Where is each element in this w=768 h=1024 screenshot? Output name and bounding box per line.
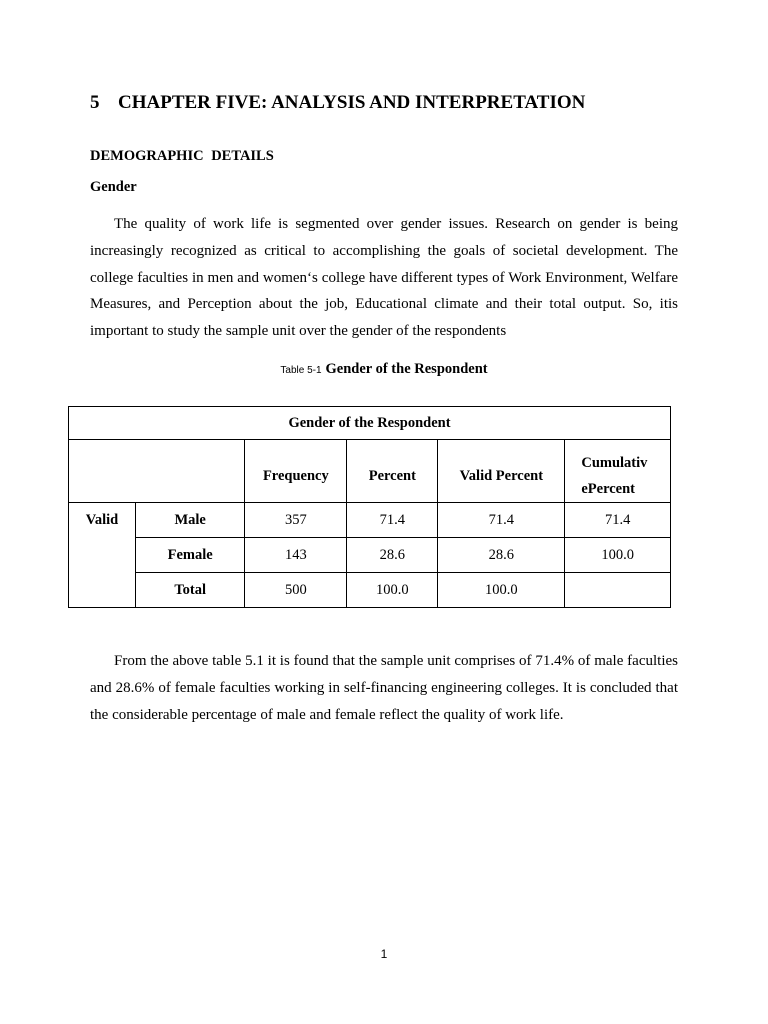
cell-percent: 28.6: [347, 538, 438, 573]
header-valid-percent: Valid Percent: [438, 440, 565, 503]
cell-cumulative-percent: 71.4: [565, 503, 671, 538]
table-row: [69, 573, 671, 608]
table-caption: [0, 360, 768, 378]
row-label-female: Female: [136, 538, 245, 573]
gender-subheading: Gender: [90, 179, 137, 195]
cell-frequency: 143: [245, 538, 347, 573]
valid-group-spacer: [69, 573, 136, 608]
page-number: 1: [380, 947, 388, 961]
cell-frequency: 357: [245, 503, 347, 538]
valid-group-label: Valid: [69, 503, 136, 538]
valid-group-spacer: [69, 538, 136, 573]
table-title-row: [69, 407, 671, 440]
cell-valid-percent: 71.4: [438, 503, 565, 538]
gender-table: [68, 406, 671, 608]
cell-percent: 71.4: [347, 503, 438, 538]
table-header-row: [69, 440, 671, 503]
header-cumulative-percent: Cumulativ ePercent: [565, 440, 671, 503]
chapter-title: CHAPTER FIVE: ANALYSIS AND INTERPRETATION: [118, 92, 586, 113]
chapter-number: 5: [90, 92, 100, 113]
conclusion-paragraph: [90, 648, 678, 728]
chapter-heading: [90, 92, 585, 114]
row-label-total: Total: [136, 573, 245, 608]
header-percent: Percent: [347, 440, 438, 503]
table-row: [69, 503, 671, 538]
intro-paragraph: [90, 211, 678, 345]
cell-frequency: 500: [245, 573, 347, 608]
cell-valid-percent: 100.0: [438, 573, 565, 608]
table-caption-title: Gender of the Respondent: [325, 361, 488, 377]
row-label-male: Male: [136, 503, 245, 538]
table-title: Gender of the Respondent: [69, 407, 671, 440]
cell-cumulative-percent: [565, 573, 671, 608]
header-blank-cell: [69, 440, 245, 503]
header-frequency: Frequency: [245, 440, 347, 503]
section-heading: DEMOGRAPHIC DETAILS: [90, 148, 274, 164]
conclusion-paragraph-text: From the above table 5.1 it is found that the sample unit comprises of 71.4% of male faculties and 28.6% of female faculties working in self-financing engineering colleges. It is concluded that the considerable percentage of male and female reflect the quality of work life.: [90, 653, 678, 723]
table-row: [69, 538, 671, 573]
table-caption-label: Table 5-1: [280, 365, 322, 376]
cell-cumulative-percent: 100.0: [565, 538, 671, 573]
cell-percent: 100.0: [347, 573, 438, 608]
cell-valid-percent: 28.6: [438, 538, 565, 573]
intro-paragraph-text: The quality of work life is segmented over gender issues. Research on gender is being increasingly recognized as critical to accomplishing the goals of societal development. The college faculties in men and women‘s college have different types of Work Environment, Welfare Measures, and Perception about the job, Educational climate and their total output. So, itis important to study the sample unit over the gender of the respondents: [90, 216, 678, 340]
